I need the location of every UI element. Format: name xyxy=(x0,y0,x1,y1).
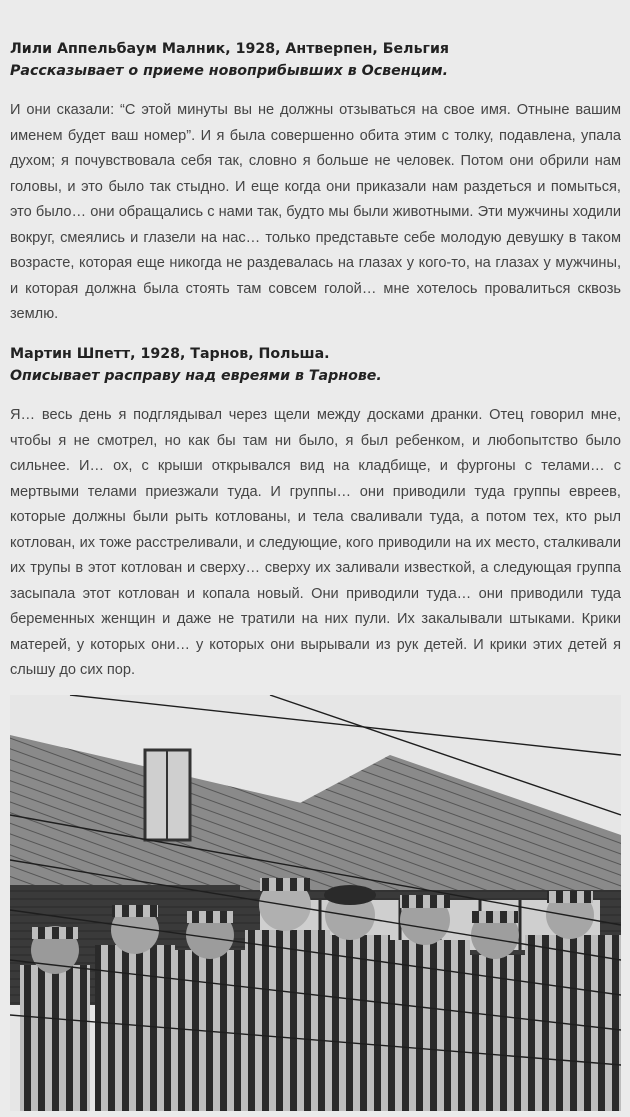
historical-photo xyxy=(10,695,621,1111)
section-2-subheading: Описывает расправу над евреями в Тарнове. xyxy=(10,368,382,384)
section-2-text: Я… весь день я подглядывал через щели между досками дранки. Отец говорил мне, чтобы я не смотрел, но как бы там ни было, я был ребенком, и любопытство было сильнее. И… ох, с крыши открывался вид на кладбище, и фургоны с телами… с мертвыми телами приезжали туда. И группы… они приводили туда группы евреев, которые должны были рыть котлованы, и тела сваливали туда, а потом тех, кто рыл котлован, их тоже расстреливали, и следующие, кого приводили на их место, сталкивали их трупы в этот котлован и сверху… сверху их заливали известкой, а следующая группа засыпала этот котлован и копала новый. Они приводили туда… они приводили туда беременных женщин и даже не тратили на них пули. Их закалывали штыками. Крики матерей, у которых они… у которых они вырывали из рук детей. И крики этих детей я слышу до сих пор. xyxy=(10,407,621,678)
section-1-subheading: Рассказывает о приеме новоприбывших в Освенцим. xyxy=(10,63,448,79)
section-1-heading: Лили Аппельбаум Малник, 1928, Антверпен, Бельгия xyxy=(10,41,450,57)
section-1-text: И они сказали: “С этой минуты вы не должны отзываться на свое имя. Отныне вашим именем будет ваш номер”. И я была совершенно обита этим с толку, подавлена, упала духом; я почувствовала себя так, словно я больше не человек. Потом они обрили нам головы, и это было так стыдно. И еще когда они приказали нам раздеться и помыться, это было… они обращались с нами так, будто мы были животными. Эти мужчины ходили вокруг, смеялись и глазели на нас… только представьте себе молодую девушку в таком возрасте, которая еще никогда не раздевалась на глазах у кого-то, на глазах у мужчины, и которая должна была стоять там совсем голой… мне хотелось провалиться сквозь землю. xyxy=(10,102,621,322)
section-2-heading: Мартин Шпетт, 1928, Тарнов, Польша. xyxy=(10,346,330,362)
